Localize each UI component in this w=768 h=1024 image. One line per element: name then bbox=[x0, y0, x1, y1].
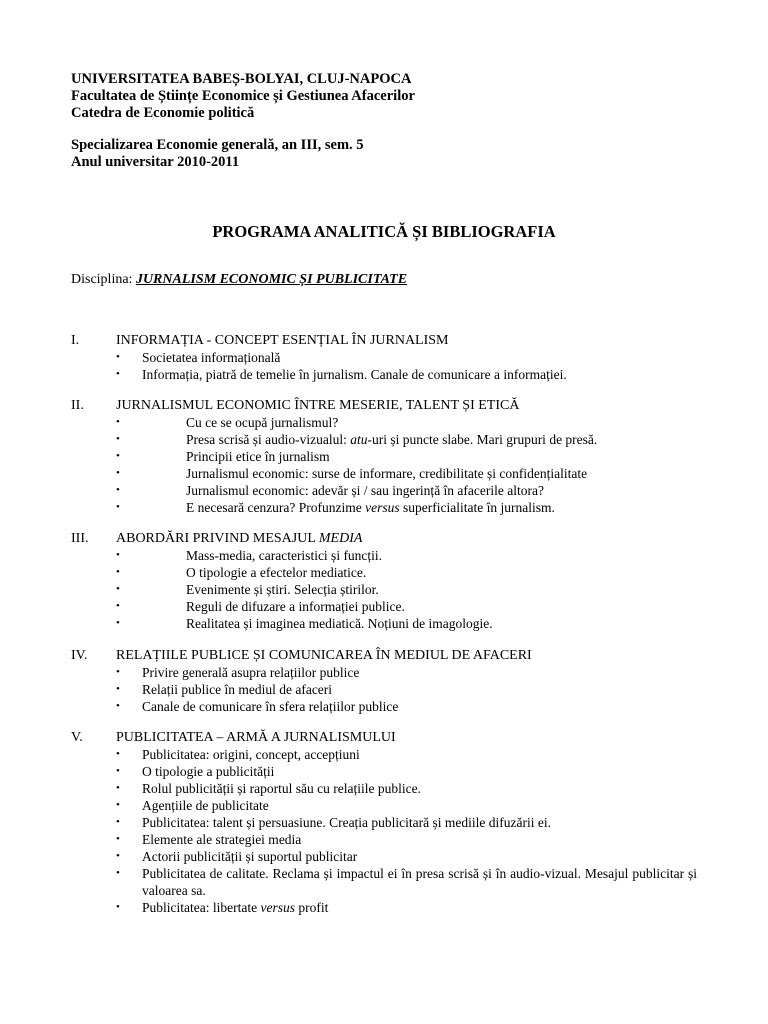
section-title: INFORMAȚIA - CONCEPT ESENȚIAL ÎN JURNALISM bbox=[116, 333, 449, 348]
department-name: Catedra de Economie politică bbox=[71, 105, 255, 121]
bullet-icon: • bbox=[116, 867, 120, 879]
faculty-name: Facultatea de Științe Economice și Gestiunea Afacerilor bbox=[71, 88, 415, 104]
document-page: UNIVERSITATEA BABEȘ-BOLYAI, CLUJ-NAPOCA Facultatea de Științe Economice și Gestiunea Afacerilor Catedra de Economie politică Specializarea Economie generală, an III, sem. 5 Anul universitar 2010-2011 PROGRAMA ANALITICĂ ȘI BIBLIOGRAFIA Disciplina: JURNALISM ECONOMIC ȘI PUBLICITATE I. INFORMAȚIA - CONCEPT ESENȚIAL ÎN JURNALISM • Societatea informațională • Informația, piatră de temelie în jurnalism. Canale de comunicare a informației. II. JURNALISMUL ECONOMIC ÎNTRE MESERIE, TALENT ȘI ETICĂ • Cu ce se ocupă jurnalismul? • Presa scrisă și audio-vizualul: atu-uri și puncte slabe. Mari grupuri de presă. • Principii etice în jurnalism • Jurnalismul economic: surse de informare, credibilitate și confidențialitate • Jurnalismul economic: adevăr și / sau ingerință în afacerile altora? • E necesară cenzura? Profunzime versus superficialitate în jurnalism. III. ABORDĂRI PRIVIND MESAJUL MEDIA • Mass-media, caracteristici și funcții. • O tipologie a efectelor mediatice. • Evenimente și știri. Selecția știrilor. • Reguli de difuzare a informației publice. • Realitatea și imaginea mediatică. Noțiuni de imagologie. IV. RELAȚIILE PUBLICE ȘI COMUNICAREA ÎN MEDIUL DE AFACERI • Privire generală asupra relațiilor publice • Relații publice în mediul de afaceri • Canale de comunicare în sfera relațiilor publice V. PUBLICITATEA – ARMĂ A JURNALISMULUI • Publicitatea: origini, concept, accepțiuni • O tipologie a publicității • Rolul publicității și raportul său cu relațiile publice. • Agențiile de publicitate • Publicitatea: talent și persuasiune. Creația publicitară și mediile difuzării ei. • Elemente ale strategiei media • Actorii publicității și suportul publicitar • Publicitatea de calitate. Reclama și impactul ei în presa scrisă și în audio-vizual. Mesajul publicitar și valoarea sa. • Publicitatea: libertate versus profit bbox=[0, 0, 768, 1024]
bullet-icon: • bbox=[116, 450, 120, 462]
university-name: UNIVERSITATEA BABEȘ-BOLYAI, CLUJ-NAPOCA bbox=[71, 71, 412, 87]
bullet-icon: • bbox=[116, 782, 120, 794]
discipline-label: Disciplina: bbox=[71, 272, 133, 287]
bullet-icon: • bbox=[116, 351, 120, 363]
bullet-icon: • bbox=[116, 416, 120, 428]
bullet-icon: • bbox=[116, 501, 120, 513]
bullet-icon: • bbox=[116, 484, 120, 496]
section-number: IV. bbox=[71, 648, 88, 663]
section-number: I. bbox=[71, 333, 80, 348]
discipline-line bbox=[71, 272, 407, 288]
section-number: III. bbox=[71, 531, 89, 546]
bullet-icon: • bbox=[116, 566, 120, 578]
bullet-icon: • bbox=[116, 617, 120, 629]
bullet-icon: • bbox=[116, 583, 120, 595]
bullet-icon: • bbox=[116, 901, 120, 913]
section-number: V. bbox=[71, 730, 83, 745]
academic-year: Anul universitar 2010-2011 bbox=[71, 154, 240, 170]
bullet-icon: • bbox=[116, 816, 120, 828]
bullet-icon: • bbox=[116, 850, 120, 862]
bullet-icon: • bbox=[116, 666, 120, 678]
bullet-icon: • bbox=[116, 600, 120, 612]
bullet-icon: • bbox=[116, 748, 120, 760]
section-title: RELAȚIILE PUBLICE ȘI COMUNICAREA ÎN MEDIUL DE AFACERI bbox=[116, 648, 532, 663]
section-title: JURNALISMUL ECONOMIC ÎNTRE MESERIE, TALENT ȘI ETICĂ bbox=[116, 398, 520, 413]
specialization-line: Specializarea Economie generală, an III, sem. 5 bbox=[71, 137, 364, 153]
section-title: ABORDĂRI PRIVIND MESAJUL MEDIA bbox=[116, 531, 363, 546]
bullet-icon: • bbox=[116, 433, 120, 445]
bullet-icon: • bbox=[116, 765, 120, 777]
bullet-icon: • bbox=[116, 700, 120, 712]
bullet-icon: • bbox=[116, 368, 120, 380]
bullet-icon: • bbox=[116, 683, 120, 695]
document-title: PROGRAMA ANALITICĂ ȘI BIBLIOGRAFIA bbox=[212, 222, 556, 241]
section-title: PUBLICITATEA – ARMĂ A JURNALISMULUI bbox=[116, 730, 396, 745]
section-number: II. bbox=[71, 398, 84, 413]
bullet-icon: • bbox=[116, 467, 120, 479]
bullet-icon: • bbox=[116, 799, 120, 811]
bullet-icon: • bbox=[116, 833, 120, 845]
bullet-icon: • bbox=[116, 549, 120, 561]
discipline-name: JURNALISM ECONOMIC ȘI PUBLICITATE bbox=[135, 272, 408, 287]
